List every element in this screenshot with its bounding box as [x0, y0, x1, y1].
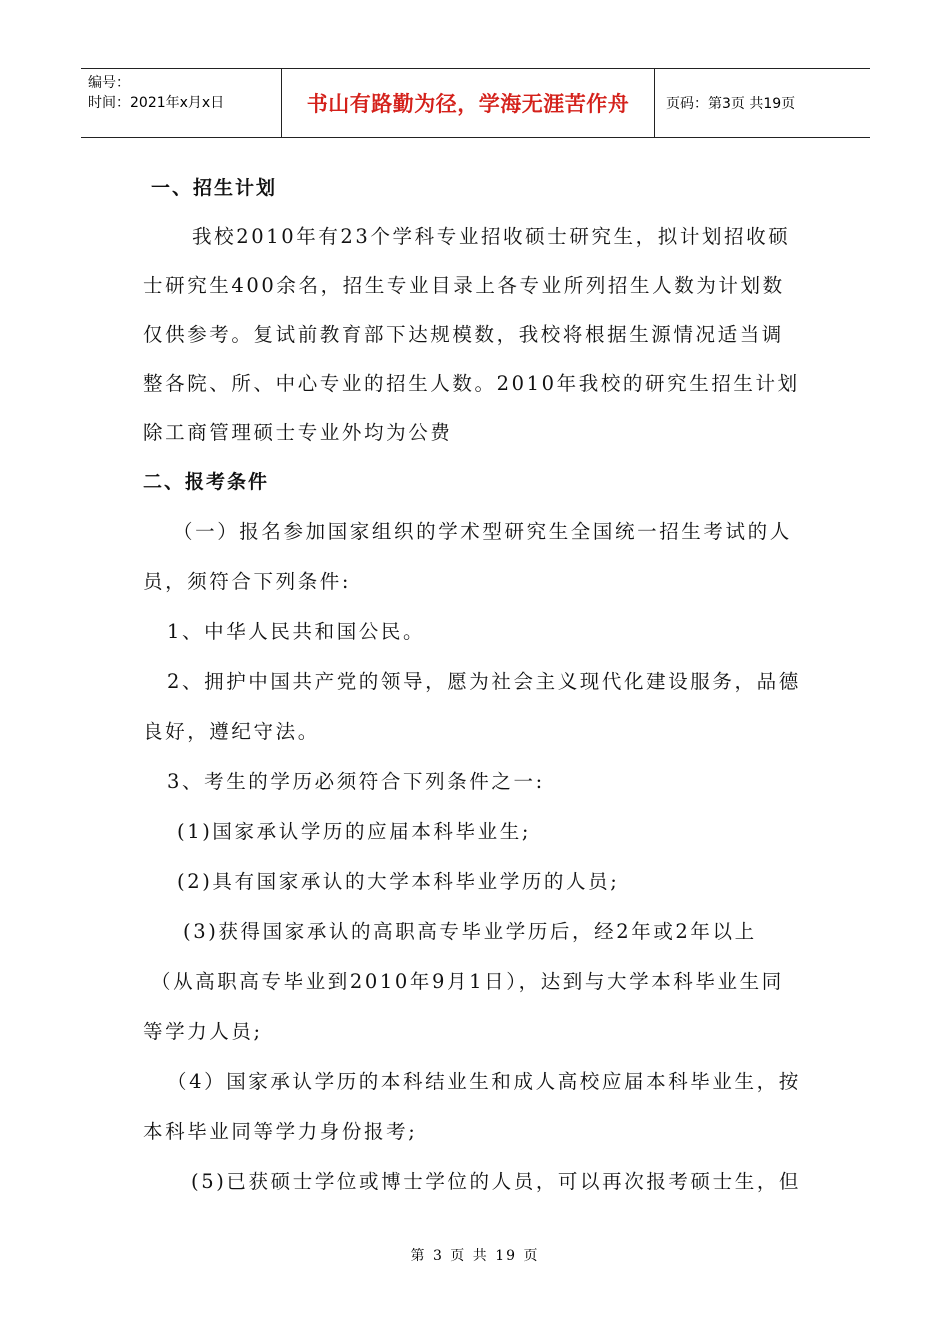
- paragraph-line: 整各院、所、中心专业的招生人数。2010年我校的研究生招生计划: [143, 372, 800, 395]
- sub-list-item: (5)已获硕士学位或博士学位的人员，可以再次报考硕士生，但: [191, 1170, 802, 1193]
- header-motto-cell: [282, 69, 655, 137]
- section-heading-plan: 一、招生计划: [151, 177, 278, 199]
- list-item: 3、考生的学历必须符合下列条件之一:: [167, 770, 545, 793]
- paragraph-line: （一）报名参加国家组织的学术型研究生全国统一招生考试的人: [173, 520, 792, 543]
- paragraph-line: 仅供参考。复试前教育部下达规模数，我校将根据生源情况适当调: [143, 323, 784, 346]
- paragraph-line: 良好，遵纪守法。: [143, 720, 320, 743]
- list-item: 1、中华人民共和国公民。: [167, 620, 426, 643]
- sub-list-item: （4）国家承认学历的本科结业生和成人高校应届本科毕业生，按: [167, 1070, 801, 1093]
- document-header-table: [81, 68, 870, 138]
- header-motto: 书山有路勤为径，学海无涯苦作舟: [306, 92, 630, 116]
- paragraph-line: （从高职高专毕业到2010年9月1日），达到与大学本科毕业生同: [151, 970, 784, 993]
- paragraph-line: 士研究生400余名，招生专业目录上各专业所列招生人数为计划数: [143, 274, 785, 297]
- header-page-info: 页码：第3页 共19页: [666, 96, 796, 112]
- page-footer: 第 3 页 共 19 页: [410, 1248, 540, 1264]
- date-line: 时间：2021年x月x日: [88, 95, 225, 111]
- sub-list-item: (2)具有国家承认的大学本科毕业学历的人员;: [177, 870, 620, 893]
- paragraph-line: 等学力人员;: [143, 1020, 263, 1043]
- header-meta-cell: [81, 69, 282, 137]
- list-item: 2、拥护中国共产党的领导，愿为社会主义现代化建设服务，品德: [167, 670, 801, 693]
- paragraph-line: 除工商管理硕士专业外均为公费: [143, 421, 453, 444]
- paragraph-line: 我校2010年有23个学科专业招收硕士研究生，拟计划招收硕: [192, 225, 791, 248]
- paragraph-line: 员，须符合下列条件:: [143, 570, 352, 593]
- serial-number-label: 编号：: [88, 75, 130, 91]
- sub-list-item: (3)获得国家承认的高职高专毕业学历后，经2年或2年以上: [183, 920, 757, 943]
- section-heading-conditions: 二、报考条件: [143, 471, 270, 493]
- paragraph-line: 本科毕业同等学力身份报考;: [143, 1120, 418, 1143]
- header-page-cell: [655, 69, 870, 137]
- sub-list-item: (1)国家承认学历的应届本科毕业生;: [177, 820, 531, 843]
